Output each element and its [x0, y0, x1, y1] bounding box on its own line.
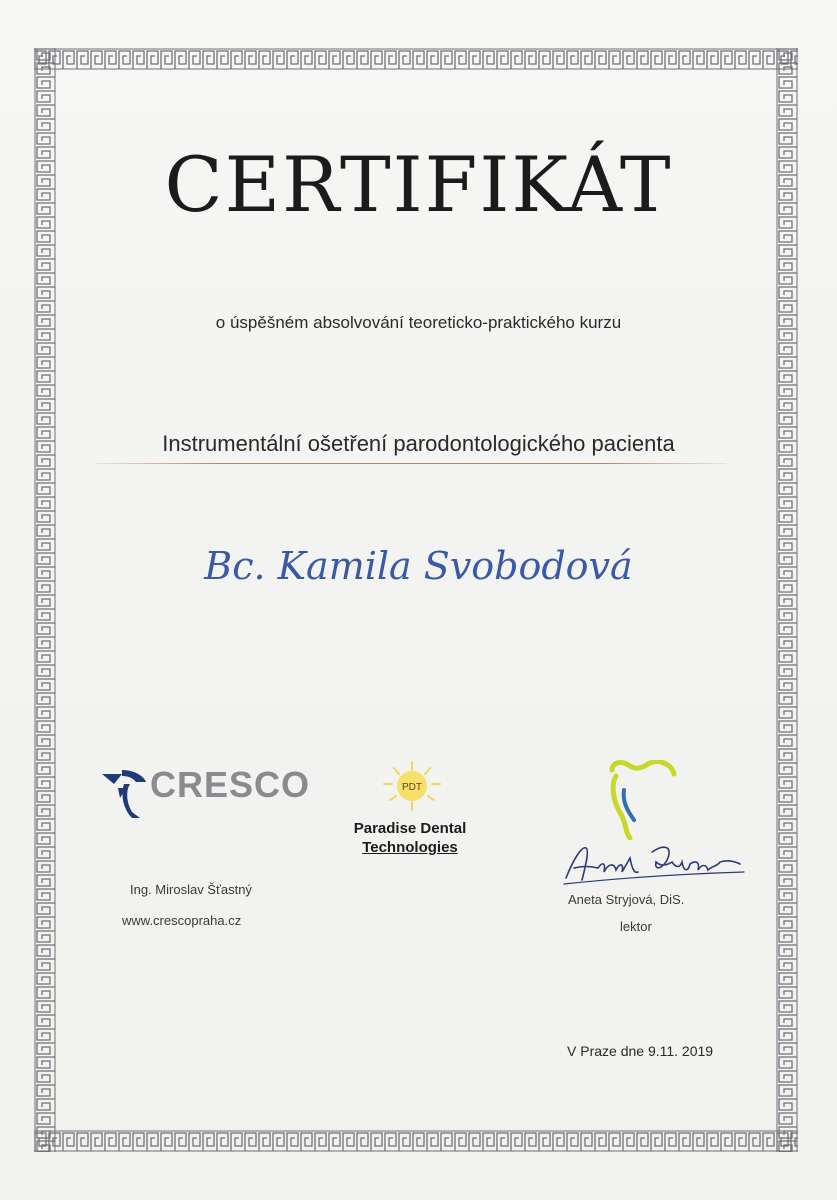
tooth-logo-icon — [604, 760, 680, 840]
pdt-sun-logo-icon — [380, 758, 444, 814]
pdt-company-name — [340, 819, 480, 857]
pdt-name-line1: Paradise Dental — [353, 820, 467, 837]
certificate-subtitle: o úspěšném absolvování teoreticko-praktického kurzu — [215, 313, 622, 332]
certificate-title: CERTIFIKÁT — [164, 140, 673, 229]
signature-icon — [560, 838, 750, 890]
cresco-logo — [100, 762, 311, 822]
pdt-badge-text: PDT — [402, 782, 422, 793]
greek-key-border-bottom — [34, 1130, 798, 1152]
place-and-date: V Praze dne 9.11. 2019 — [567, 1043, 714, 1059]
pdt-name-line2: Technologies — [362, 839, 458, 856]
cresco-logo-mark-icon — [100, 766, 150, 818]
recipient-name: Bc. Kamila Svobodová — [204, 544, 633, 588]
course-name: Instrumentální ošetření parodontologického pacienta — [162, 431, 675, 456]
cresco-person: Ing. Miroslav Šťastný — [130, 882, 252, 897]
course-underline — [95, 463, 727, 464]
cresco-logo-text: CRESCO — [150, 764, 311, 805]
greek-key-border-top — [34, 48, 798, 70]
lecturer-name: Aneta Stryjová, DiS. — [568, 892, 685, 907]
lecturer-role: lektor — [620, 919, 652, 934]
cresco-website: www.crescopraha.cz — [122, 913, 242, 928]
